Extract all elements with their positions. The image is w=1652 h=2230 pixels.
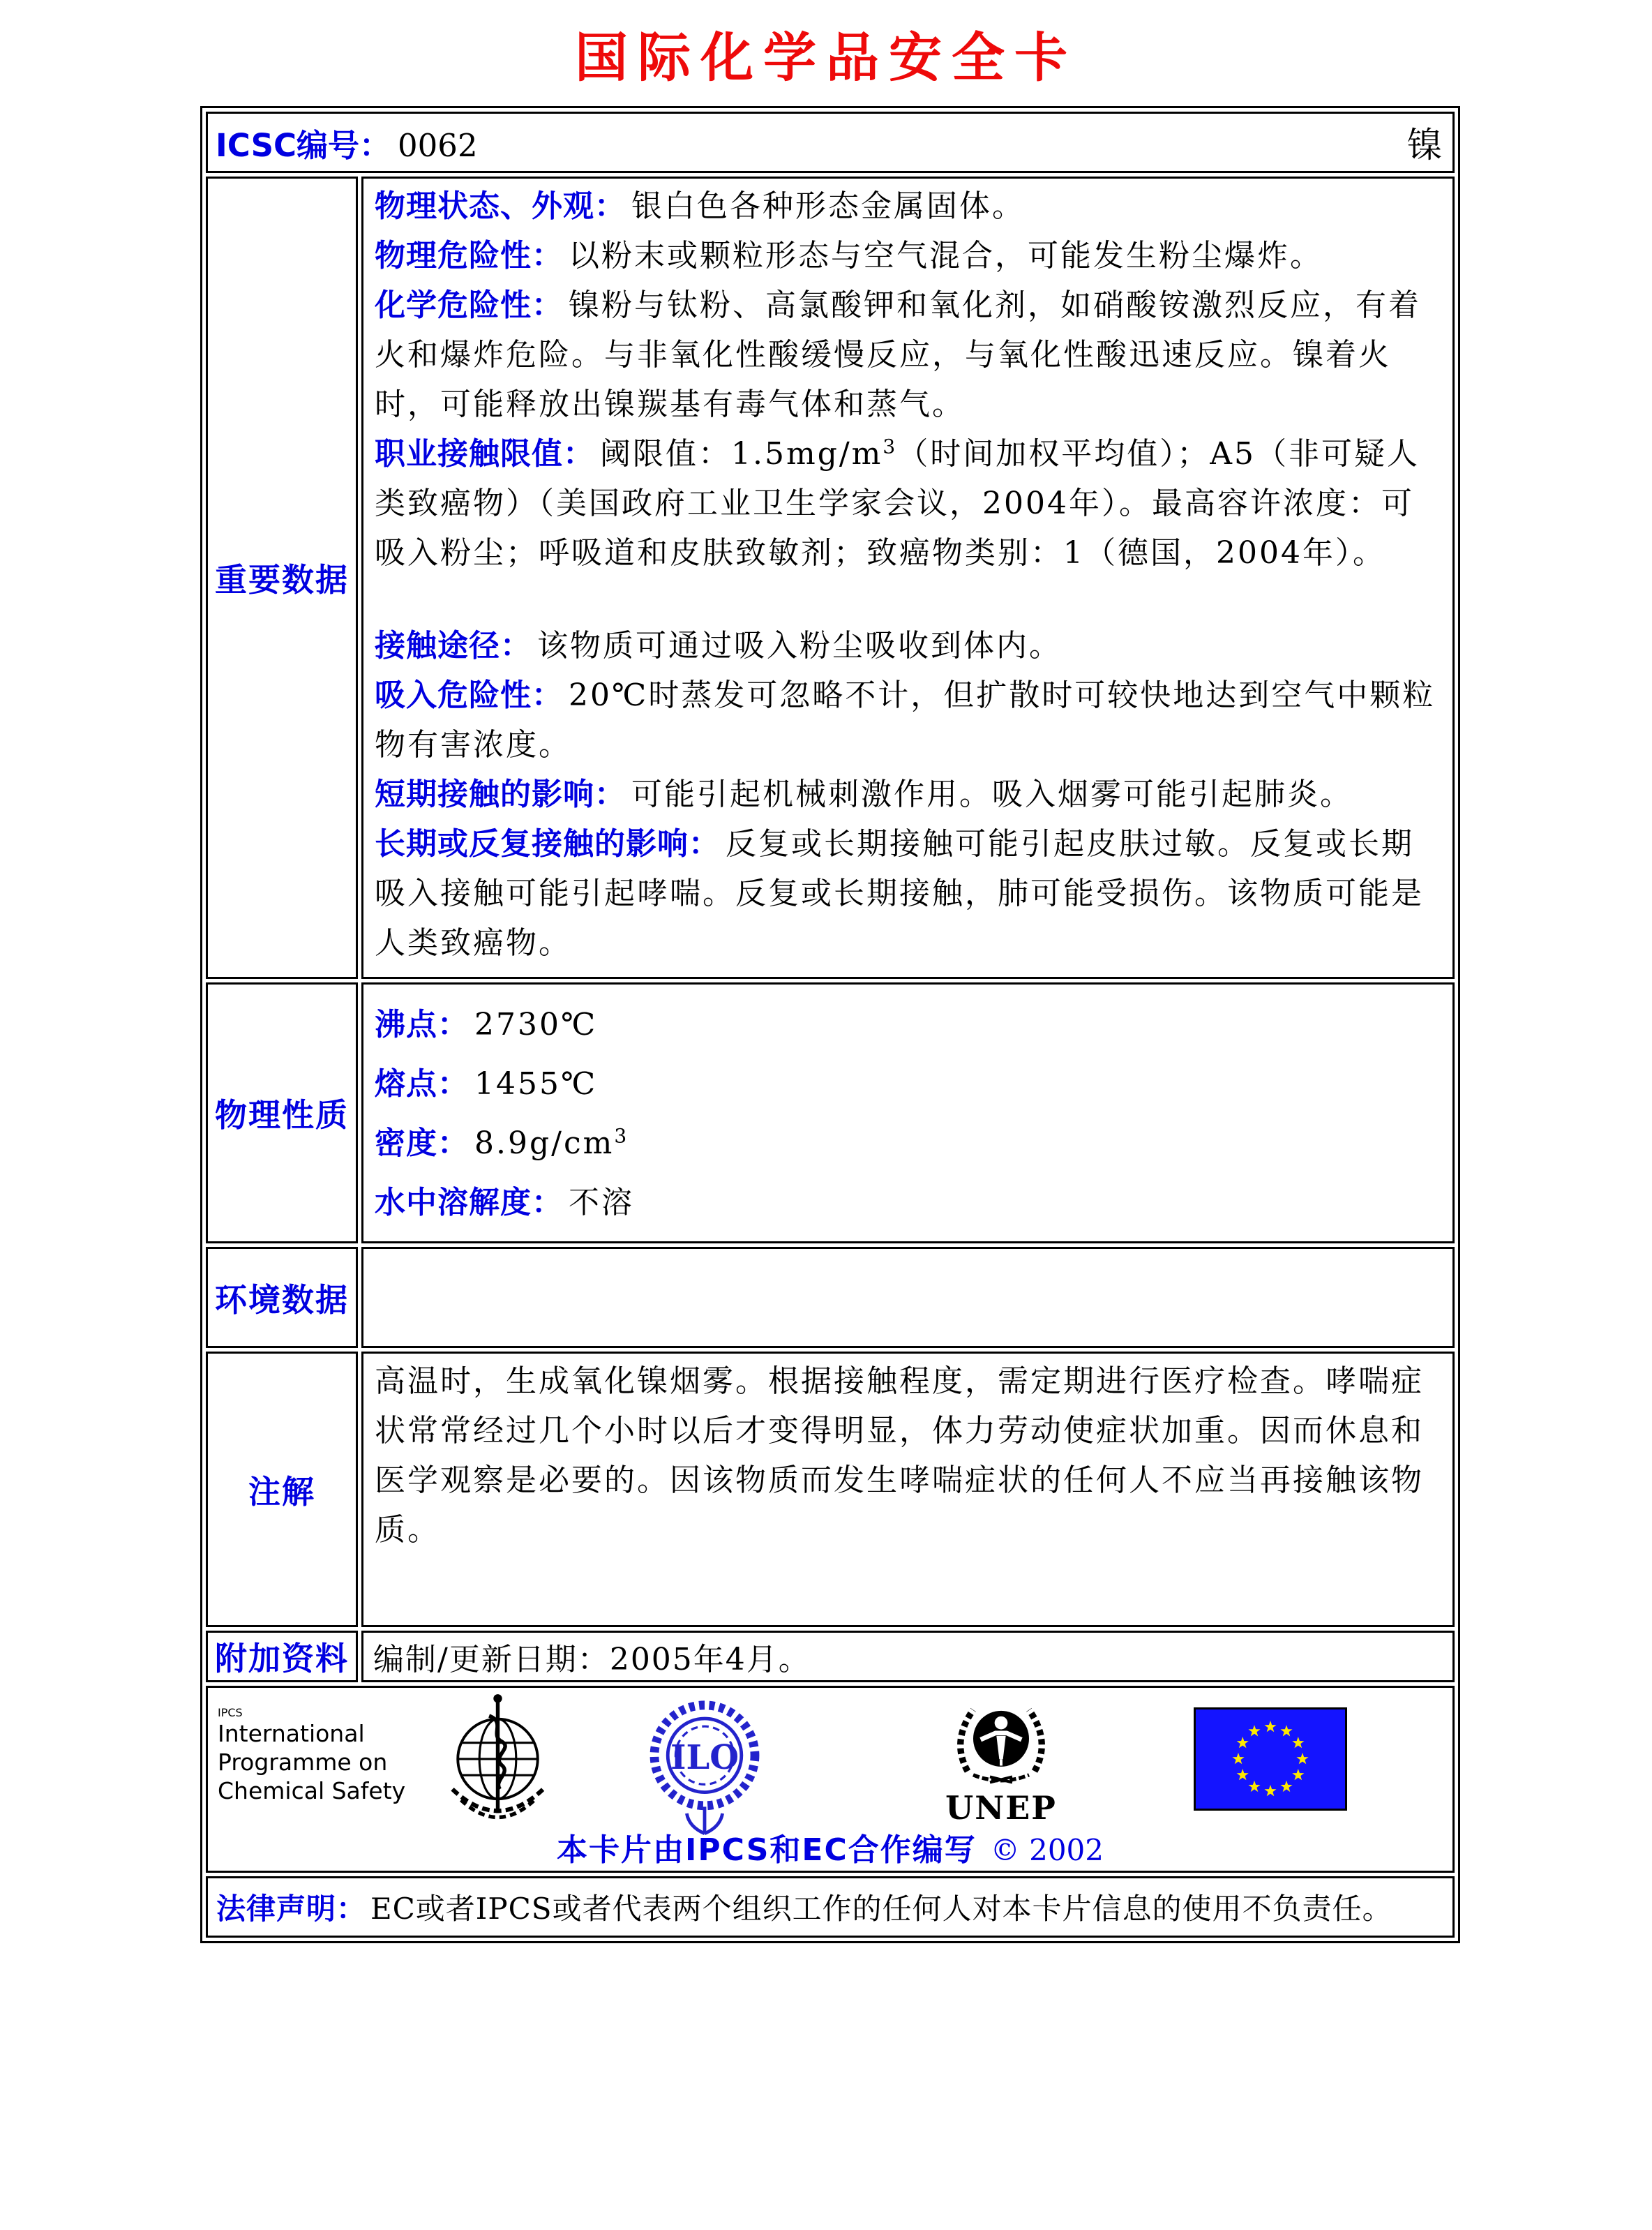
section-label-physical-properties: 物理性质	[206, 982, 358, 1243]
environmental-data-row	[206, 1247, 1455, 1348]
icsc-number-label: ICSC编号：	[216, 126, 391, 164]
icsc-table	[202, 108, 1458, 1941]
field-text: 以粉末或颗粒形态与空气混合，可能发生粉尘爆炸。	[569, 238, 1323, 274]
notes-text: 高温时，生成氧化镍烟雾。根据接触程度，需定期进行医疗检查。哮喘症状常常经过几个小时以后才变得明显，体力劳动使症状加重。因而休息和医学观察是必要的。因该物质而发生哮喘症状的任何人不应当再接触该物质。	[375, 1363, 1424, 1548]
section-label-additional-info: 附加资料	[206, 1631, 358, 1682]
field-text: 银白色各种形态金属固体。	[631, 188, 1025, 224]
para-chemical-hazard	[375, 280, 1440, 429]
icsc-card	[200, 106, 1460, 1943]
para-occupational-limits	[375, 429, 1440, 578]
field-text: 该物质可通过吸入粉尘吸收到体内。	[537, 628, 1062, 664]
physical-properties-row	[206, 982, 1455, 1243]
footer-logos-row	[206, 1686, 1455, 1873]
prop-label: 密度：	[375, 1125, 469, 1161]
footer-logos-cell	[206, 1686, 1455, 1873]
important-data-row	[206, 177, 1455, 979]
environmental-data-content	[361, 1247, 1455, 1348]
prop-value: 2730℃	[474, 1007, 598, 1042]
credit-line	[208, 1825, 1452, 1869]
prop-value: 8.9g/cm	[474, 1125, 615, 1161]
chemical-name: 镍	[1407, 125, 1442, 165]
eu-flag-icon	[1194, 1707, 1347, 1811]
physical-properties-content	[361, 982, 1455, 1243]
prop-density	[375, 1118, 1440, 1168]
notes-row	[206, 1352, 1455, 1627]
important-data-content	[361, 177, 1455, 979]
unep-caption: UNEP	[945, 1789, 1057, 1827]
field-label: 物理状态、外观：	[375, 188, 626, 224]
icsc-number-value: 0062	[398, 126, 478, 164]
additional-info-row	[206, 1631, 1455, 1682]
header-row	[206, 112, 1455, 173]
field-text: 镍粉与钛粉、高氯酸钾和氧化剂，如硝酸铵激烈反应，有着火和爆炸危险。与非氧化性酸缓慢反应，与氧化性酸迅速反应。镍着火时，可能释放出镍羰基有毒气体和蒸气。	[375, 287, 1421, 422]
field-label: 职业接触限值：	[375, 436, 594, 472]
notes-content	[361, 1352, 1455, 1627]
field-label: 长期或反复接触的影响：	[375, 826, 720, 862]
para-short-term-effects	[375, 770, 1440, 819]
header-cell	[206, 112, 1455, 173]
superscript: 3	[883, 435, 898, 458]
legal-notice-text: EC或者IPCS或者代表两个组织工作的任何人对本卡片信息的使用不负责任。	[370, 1892, 1392, 1926]
page-title: 国际化学品安全卡	[575, 27, 1077, 89]
field-label: 物理危险性：	[375, 238, 563, 274]
field-text: 阈限值：1.5mg/m	[600, 436, 883, 472]
prop-value: 不溶	[569, 1185, 634, 1220]
prop-melting-point	[375, 1059, 1440, 1109]
who-logo-icon	[444, 1692, 552, 1840]
prop-boiling-point	[375, 1000, 1440, 1049]
unep-logo-icon	[945, 1696, 1057, 1790]
field-text: 20℃时蒸发可忽略不计，但扩散时可较快地达到空气中颗粒物有害浓度。	[375, 678, 1436, 763]
field-text-continued: （时间加权平均值）；A5（非可疑人类致癌物）（美国政府工业卫生学家会议，2004年）。最高容许浓度：可吸入粉尘；呼吸道和皮肤致敏剂；致癌物类别：1（德国，2004年）。	[375, 436, 1420, 571]
field-label: 吸入危险性：	[375, 678, 563, 713]
ipcs-line-1: International	[218, 1720, 365, 1747]
prop-label: 熔点：	[375, 1066, 469, 1102]
prop-water-solubility	[375, 1178, 1440, 1227]
ipcs-line-2: Programme on	[218, 1749, 388, 1776]
ilo-letters: ILO	[670, 1738, 739, 1777]
section-label-notes: 注解	[206, 1352, 358, 1627]
legal-notice-row	[206, 1876, 1455, 1938]
legal-notice-label: 法律声明：	[216, 1892, 367, 1926]
ipcs-acronym: IPCS	[218, 1706, 243, 1719]
section-label-environmental-data: 环境数据	[206, 1247, 358, 1348]
prop-label: 水中溶解度：	[375, 1185, 563, 1220]
additional-info-content: 编制/更新日期：2005年4月。	[361, 1631, 1455, 1682]
legal-notice-cell	[206, 1876, 1455, 1938]
ilo-logo-icon	[649, 1691, 760, 1847]
icsc-number-group	[216, 120, 478, 165]
field-label: 短期接触的影响：	[375, 777, 626, 812]
prop-label: 沸点：	[375, 1007, 469, 1042]
para-inhalation-risk	[375, 671, 1440, 770]
para-physical-state	[375, 181, 1440, 231]
credit-text: 本卡片由IPCS和EC合作编写	[556, 1832, 977, 1868]
credit-year: © 2002	[990, 1833, 1104, 1867]
prop-value: 1455℃	[474, 1066, 598, 1102]
field-text: 反复或长期接触可能引起皮肤过敏。反复或长期吸入接触可能引起哮喘。反复或长期接触，肺可能受损伤。该物质可能是人类致癌物。	[375, 826, 1424, 961]
field-text: 可能引起机械刺激作用。吸入烟雾可能引起肺炎。	[631, 777, 1353, 812]
section-label-important-data: 重要数据	[206, 177, 358, 979]
ipcs-text-block	[218, 1706, 405, 1805]
para-exposure-routes	[375, 621, 1440, 671]
para-physical-hazard	[375, 231, 1440, 280]
para-long-term-effects	[375, 819, 1440, 968]
field-label: 化学危险性：	[375, 287, 563, 323]
field-label: 接触途径：	[375, 628, 532, 664]
ipcs-line-3: Chemical Safety	[218, 1777, 406, 1804]
superscript: 3	[614, 1124, 629, 1148]
unep-logo-block	[942, 1696, 1060, 1827]
